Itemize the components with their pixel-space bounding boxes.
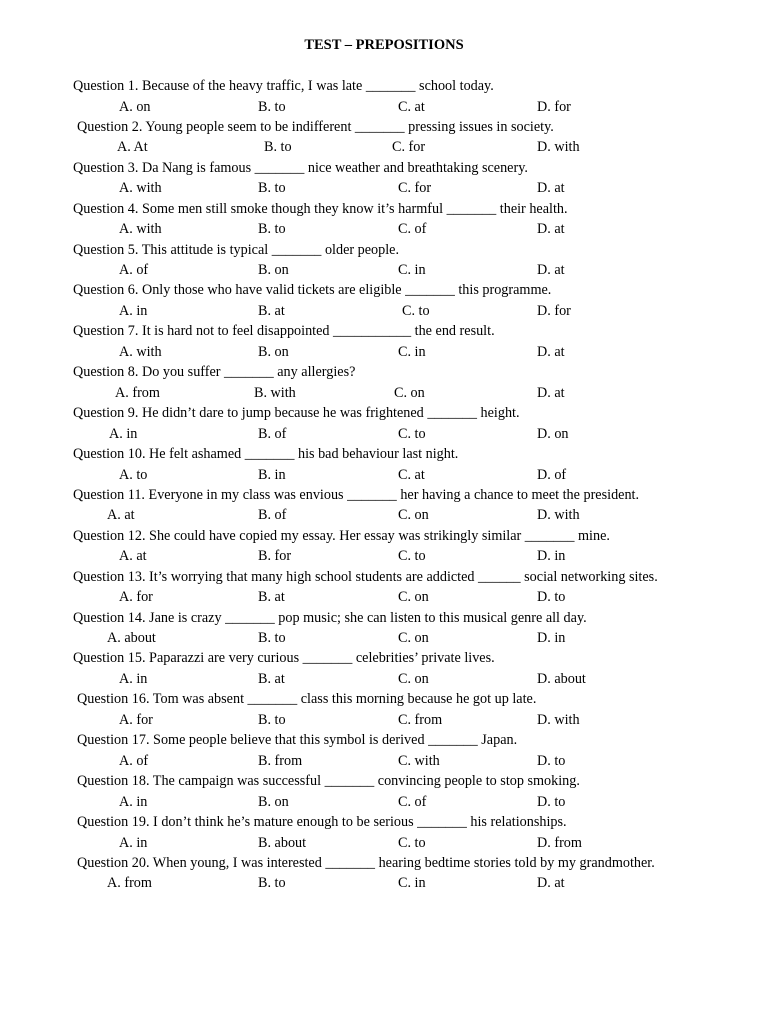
- answer-option: D. on: [537, 425, 569, 442]
- question-stem: Question 12. She could have copied my essay. Her essay was strikingly similar _______ mine.: [73, 527, 610, 544]
- answer-option: D. from: [537, 834, 582, 851]
- answer-option: C. in: [398, 343, 426, 360]
- question-stem: Question 19. I don’t think he’s mature enough to be serious _______ his relationships.: [77, 814, 567, 831]
- question-item: [0, 444, 768, 485]
- answer-option: C. on: [398, 507, 429, 524]
- question-stem: Question 10. He felt ashamed _______ his bad behaviour last night.: [73, 446, 459, 463]
- question-stem: Question 16. Tom was absent _______ class this morning because he got up late.: [77, 691, 537, 708]
- question-stem: Question 2. Young people seem to be indifferent _______ pressing issues in society.: [77, 118, 554, 135]
- question-stem: Question 6. Only those who have valid tickets are eligible _______ this programme.: [73, 282, 552, 299]
- answer-option: C. for: [392, 139, 426, 156]
- question-stem: Question 15. Paparazzi are very curious _______ celebrities’ private lives.: [73, 650, 495, 667]
- answer-option: C. of: [398, 793, 427, 810]
- answer-option: C. on: [394, 384, 425, 401]
- answer-option: D. to: [537, 752, 566, 769]
- question-item: [0, 403, 768, 444]
- answer-option: B. on: [258, 793, 289, 810]
- answer-option: D. of: [537, 466, 567, 483]
- answer-option: A. about: [107, 630, 156, 647]
- answer-option: D. with: [537, 711, 580, 728]
- answer-option: D. at: [537, 875, 565, 892]
- question-item: [0, 158, 768, 199]
- answer-option: A. to: [119, 466, 148, 483]
- answer-option: A. on: [119, 98, 151, 115]
- answer-option: D. with: [537, 507, 580, 524]
- answer-option: C. at: [398, 466, 425, 483]
- question-stem: Question 14. Jane is crazy _______ pop music; she can listen to this musical genre all day.: [73, 609, 587, 626]
- answer-option: B. to: [264, 139, 292, 156]
- question-stem: Question 20. When young, I was interested _______ hearing bedtime stories told by my grandmother.: [77, 854, 655, 871]
- answer-option: A. with: [119, 343, 162, 360]
- question-stem: Question 11. Everyone in my class was envious _______ her having a chance to meet the president.: [73, 486, 640, 503]
- answer-option: A. with: [119, 180, 162, 197]
- answer-option: C. from: [398, 711, 443, 728]
- page-title: TEST – PREPOSITIONS: [304, 37, 464, 53]
- answer-option: D. at: [537, 221, 565, 238]
- answer-option: C. of: [398, 221, 427, 238]
- question-stem: Question 5. This attitude is typical _______ older people.: [73, 241, 400, 258]
- answer-option: D. at: [537, 384, 565, 401]
- answer-option: A. at: [107, 507, 135, 524]
- question-item: [0, 771, 768, 812]
- answer-option: A. in: [119, 302, 148, 319]
- answer-option: D. in: [537, 630, 566, 647]
- answer-option: B. in: [258, 466, 286, 483]
- answer-option: A. from: [107, 875, 152, 892]
- answer-option: D. with: [537, 139, 580, 156]
- answer-option: D. to: [537, 589, 566, 606]
- question-item: [0, 853, 768, 894]
- answer-option: B. from: [258, 752, 303, 769]
- question-item: [0, 240, 768, 281]
- answer-option: C. to: [398, 834, 426, 851]
- answer-option: A. at: [119, 548, 147, 565]
- answer-option: B. to: [258, 711, 286, 728]
- answer-option: D. in: [537, 548, 566, 565]
- question-stem: Question 1. Because of the heavy traffic, I was late _______ school today.: [73, 78, 494, 94]
- answer-option: B. to: [258, 875, 286, 892]
- answer-option: A. for: [119, 589, 153, 606]
- answer-option: A. in: [109, 425, 138, 442]
- answer-option: A. of: [119, 262, 149, 279]
- answer-option: B. with: [254, 384, 296, 401]
- question-item: [0, 117, 768, 158]
- question-item: [0, 648, 768, 689]
- answer-option: B. at: [258, 670, 285, 687]
- answer-option: B. to: [258, 221, 286, 238]
- answer-option: C. at: [398, 98, 425, 115]
- answer-option: D. to: [537, 793, 566, 810]
- question-item: [0, 199, 768, 240]
- question-stem: Question 7. It is hard not to feel disappointed ___________ the end result.: [73, 323, 495, 340]
- question-item: [0, 730, 768, 771]
- answer-option: D. at: [537, 343, 565, 360]
- answer-option: B. for: [258, 548, 292, 565]
- question-stem: Question 3. Da Nang is famous _______ nice weather and breathtaking scenery.: [73, 159, 528, 176]
- question-item: [0, 689, 768, 730]
- question-item: [0, 280, 768, 321]
- answer-option: C. on: [398, 670, 429, 687]
- answer-option: C. for: [398, 180, 432, 197]
- question-stem: Question 4. Some men still smoke though they know it’s harmful _______ their health.: [73, 200, 568, 217]
- question-stem: Question 9. He didn’t dare to jump because he was frightened _______ height.: [73, 405, 520, 422]
- answer-option: A. for: [119, 711, 153, 728]
- question-item: [0, 526, 768, 567]
- answer-option: D. at: [537, 180, 565, 197]
- question-item: [0, 812, 768, 853]
- answer-option: C. to: [402, 302, 430, 319]
- answer-option: B. at: [258, 589, 285, 606]
- question-item: [0, 362, 768, 403]
- question-item: [0, 76, 768, 117]
- question-item: [0, 321, 768, 362]
- answer-option: D. about: [537, 670, 586, 687]
- answer-option: B. of: [258, 507, 287, 524]
- question-item: [0, 608, 768, 649]
- question-list: [0, 76, 768, 894]
- answer-option: D. for: [537, 98, 571, 115]
- answer-option: B. of: [258, 425, 287, 442]
- answer-option: C. to: [398, 548, 426, 565]
- answer-option: D. at: [537, 262, 565, 279]
- answer-option: B. on: [258, 343, 289, 360]
- answer-option: A. with: [119, 221, 162, 238]
- answer-option: D. for: [537, 302, 571, 319]
- answer-option: B. to: [258, 180, 286, 197]
- question-stem: Question 13. It’s worrying that many high school students are addicted ______ social networking sites.: [73, 568, 658, 585]
- answer-option: C. with: [398, 752, 440, 769]
- answer-option: C. to: [398, 425, 426, 442]
- question-stem: Question 8. Do you suffer _______ any allergies?: [73, 364, 356, 381]
- question-stem: Question 18. The campaign was successful _______ convincing people to stop smoking.: [77, 773, 580, 790]
- answer-option: C. in: [398, 262, 426, 279]
- answer-option: B. on: [258, 262, 289, 279]
- answer-option: C. in: [398, 875, 426, 892]
- answer-option: A. in: [119, 670, 148, 687]
- answer-option: B. at: [258, 302, 285, 319]
- answer-option: B. to: [258, 630, 286, 647]
- question-item: [0, 567, 768, 608]
- question-stem: Question 17. Some people believe that this symbol is derived _______ Japan.: [77, 732, 518, 749]
- question-item: [0, 485, 768, 526]
- answer-option: A. in: [119, 834, 148, 851]
- answer-option: C. on: [398, 589, 429, 606]
- answer-option: B. to: [258, 98, 286, 115]
- answer-option: A. of: [119, 752, 149, 769]
- answer-option: A. from: [115, 384, 160, 401]
- answer-option: C. on: [398, 630, 429, 647]
- answer-option: B. about: [258, 834, 307, 851]
- answer-option: A. in: [119, 793, 148, 810]
- answer-option: A. At: [117, 139, 148, 156]
